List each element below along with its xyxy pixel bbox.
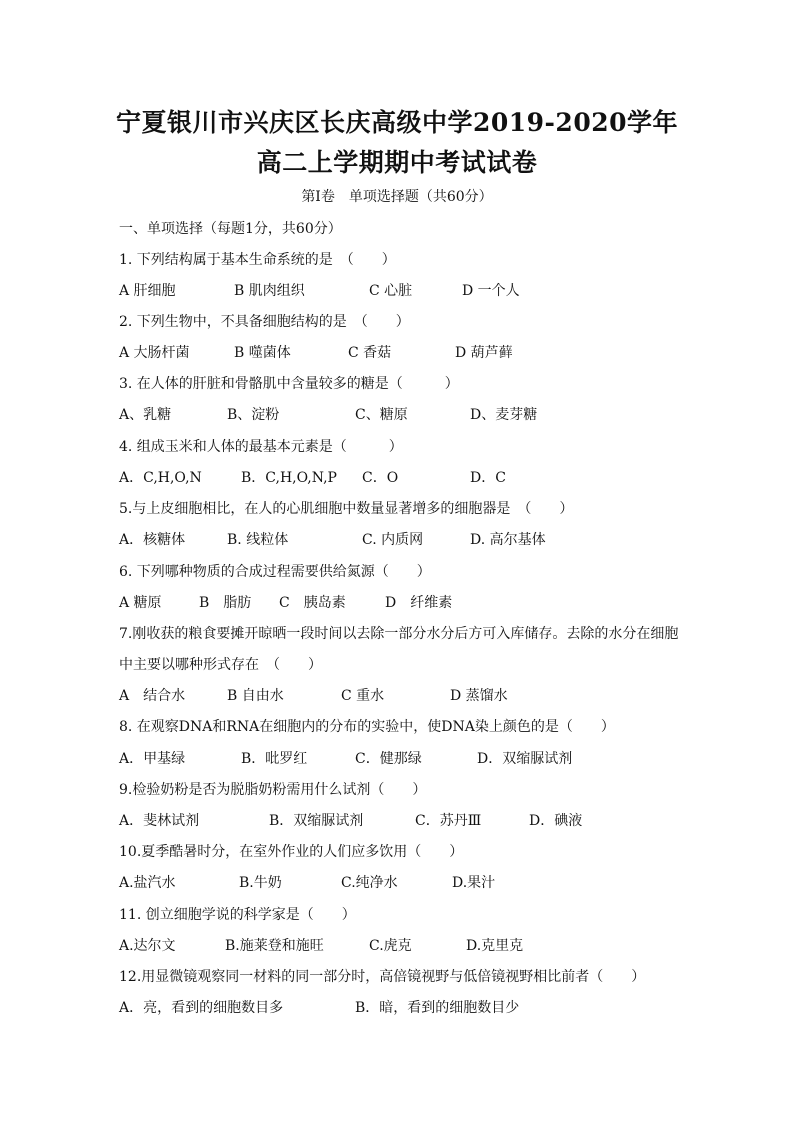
option-b: B 自由水 — [227, 688, 284, 704]
option-b: B 噬菌体 — [234, 345, 291, 361]
option-b: B. 线粒体 — [227, 532, 289, 548]
question-1-options — [119, 280, 679, 300]
option-b: B.牛奶 — [239, 875, 282, 891]
option-a: A．斐林试剂 — [119, 813, 200, 829]
option-d: D.克里克 — [466, 938, 524, 954]
option-b: B．暗，看到的细胞数目少 — [355, 1000, 520, 1016]
question-12-options — [119, 997, 679, 1017]
question-6: 6. 下列哪种物质的合成过程需要供给氮源（ ） — [119, 564, 431, 580]
option-b: B.施莱登和施旺 — [225, 938, 324, 954]
option-a: A、乳糖 — [119, 407, 172, 423]
option-d: D.果汁 — [452, 875, 496, 891]
option-c: C. 内质网 — [362, 532, 424, 548]
option-b: B．双缩脲试剂 — [269, 813, 364, 829]
option-c: C．苏丹Ⅲ — [415, 813, 482, 829]
option-d: D．双缩脲试剂 — [477, 751, 573, 767]
option-c: C.虎克 — [369, 938, 412, 954]
question-7: 7.刚收获的粮食要摊开晾晒一段时间以去除一部分水分后方可入库储存。去除的水分在细胞 — [119, 626, 679, 642]
option-a: A 大肠杆菌 — [119, 345, 190, 361]
option-d: D．C — [470, 470, 506, 486]
question-8-options — [119, 748, 679, 768]
question-10-options — [119, 872, 679, 892]
question-1: 1. 下列结构属于基本生命系统的是 （ ） — [119, 252, 396, 268]
option-b: B 脂肪 — [199, 595, 252, 611]
volume-heading: 第Ⅰ卷 单项选择题（共60分） — [301, 189, 493, 205]
option-d: D 纤维素 — [385, 595, 453, 611]
option-c: C 重水 — [341, 688, 385, 704]
question-11-options — [119, 935, 679, 955]
option-c: C 胰岛素 — [279, 595, 346, 611]
option-a: A.盐汽水 — [119, 875, 176, 891]
option-b: B 肌肉组织 — [234, 283, 305, 299]
question-2: 2. 下列生物中，不具备细胞结构的是 （ ） — [119, 314, 410, 330]
question-4: 4. 组成玉米和人体的最基本元素是（ ） — [119, 439, 403, 455]
question-11: 11. 创立细胞学说的科学家是（ ） — [119, 907, 356, 923]
option-a: A 糖原 — [119, 595, 162, 611]
section-heading: 一、单项选择（每题1分，共60分） — [119, 221, 342, 237]
option-a: A．亮，看到的细胞数目多 — [119, 1000, 284, 1016]
question-9-options — [119, 810, 679, 830]
exam-title-line1: 宁夏银川市兴庆区长庆高级中学2019-2020学年 — [115, 108, 679, 137]
option-a: A 肝细胞 — [119, 283, 176, 299]
option-b: B．吡罗红 — [241, 751, 308, 767]
question-7-continued: 中主要以哪种形式存在 （ ） — [119, 657, 322, 673]
question-8: 8. 在观察DNA和RNA在细胞内的分布的实验中，使DNA染上颜色的是（ ） — [119, 719, 615, 735]
option-c: C.纯净水 — [341, 875, 398, 891]
option-d: D．碘液 — [529, 813, 583, 829]
option-c: C 心脏 — [369, 283, 413, 299]
option-d: D 葫芦藓 — [455, 345, 513, 361]
option-c: C．O — [362, 470, 399, 486]
question-5: 5.与上皮细胞相比，在人的心肌细胞中数量显著增多的细胞器是 （ ） — [119, 501, 574, 517]
question-9: 9.检验奶粉是否为脱脂奶粉需用什么试剂（ ） — [119, 782, 427, 798]
question-3-options — [119, 404, 679, 424]
question-6-options — [119, 592, 679, 612]
option-a: A．C,H,O,N — [119, 470, 202, 486]
exam-title-line2: 高二上学期期中考试试卷 — [256, 148, 538, 177]
question-10: 10.夏季酷暑时分，在室外作业的人们应多饮用（ ） — [119, 844, 464, 860]
option-b: B、淀粉 — [227, 407, 280, 423]
option-a: A．核糖体 — [119, 532, 186, 548]
question-5-options — [119, 529, 679, 549]
option-a: A 结合水 — [119, 688, 186, 704]
option-c: C 香菇 — [348, 345, 392, 361]
option-d: D 一个人 — [462, 283, 520, 299]
option-c: C、糖原 — [355, 407, 408, 423]
option-a: A.达尔文 — [119, 938, 176, 954]
question-4-options — [119, 467, 679, 487]
option-a: A．甲基绿 — [119, 751, 186, 767]
option-d: D、麦芽糖 — [470, 407, 538, 423]
question-3: 3. 在人体的肝脏和骨骼肌中含量较多的糖是（ ） — [119, 376, 459, 392]
option-b: B．C,H,O,N,P — [241, 470, 337, 486]
question-7-options — [119, 685, 679, 705]
question-2-options — [119, 342, 679, 362]
option-d: D 蒸馏水 — [450, 688, 508, 704]
option-d: D. 高尔基体 — [470, 532, 546, 548]
option-c: C．健那绿 — [355, 751, 422, 767]
question-12: 12.用显微镜观察同一材料的同一部分时，高倍镜视野与低倍镜视野相比前者（ ） — [119, 969, 646, 985]
